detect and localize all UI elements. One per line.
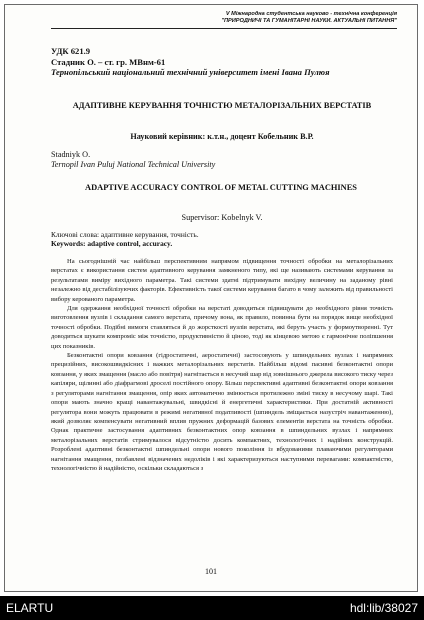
supervisor-ua: Науковий керівник: к.т.н., доцент Кобельник В.Р. <box>130 132 314 141</box>
udk-code: УДК 621.9 <box>51 46 91 56</box>
author-ua: Стадник О. – ст. гр. МВнм-61 <box>51 56 166 67</box>
keywords-ua: Ключові слова: адаптивне керування, точність. <box>51 230 199 239</box>
title-en: ADAPTIVE ACCURACY CONTROL OF METAL CUTTING MACHINES <box>85 183 357 192</box>
author-en: Stadniyk O. <box>51 150 91 159</box>
header-rule <box>51 28 397 29</box>
supervisor-en: Supervisor: Kobelnyk V. <box>181 213 263 222</box>
affiliation-ua: Тернопільський національний технічний університет імені Івана Пулюя <box>51 67 330 77</box>
paragraph: Безконтактні опори ковзання (гідростатичні, аеростатичні) застосовують у шпиндельних вузлах і напрямних прецизійних, високошвидкісних і важких металорізальних верстатів. Найбільш відомі пасивні безконтактні опори ковзання, у яких змащення (масло або повітря) нагнітається в несучий шар від зовнішнього джерела високого тиску через капіляри, щілинні або діафрагмові дроселі постійного опору. Більш перспективні адаптивні безконтактні опори ковзання з регуляторами нагнітання змащення, опір яких автоматично змінюється протилежно зміні тиску в несучому шарі. Такі опори мають значно кращі навантажувальні, швидкісні й енергетичні характеристики. При достатній активності регулятора вони можуть працювати в режимі негативної податливості (шпиндель зміщається назустріч навантаженню), який дозволяє компенсувати негативний вплив пружних деформацій базових елементів верстата на точність обробки. Однак практичне застосування адаптивних безконтактних опор ковзання в шпиндельних вузлах і напрямних металорізальних верстатів стримувалося відсутністю досить компактних, технологічних і надійних конструкцій. Розроблені адаптивні безконтактні шпиндельні опори нового покоління із вбудованими плаваючими регуляторами нагнітання змащення, позбавлені відзначених недоліків і які характеризуються наступними перевагами: компактністю, технологічністю й надійністю, оскільки складаються з <box>51 352 393 472</box>
conference-header-line2: "ПРИРОДНИЧІ ТА ГУМАНІТАРНІ НАУКИ. АКТУАЛЬНІ ПИТАННЯ" <box>221 18 397 24</box>
document-page <box>4 4 418 592</box>
keywords-en: Keywords: adaptive control, accuracy. <box>51 239 173 249</box>
conference-header <box>137 11 397 25</box>
body-text <box>51 257 393 473</box>
paragraph: На сьогоднішній час найбільш перспективним напрямом підвищення точності обробки на металорізальних верстатах є використання систем адаптивного керування замкненого типу, які ще називають системами керування за результатами виміру вихідного параметра. Такі системи здатні підтримувати вихідну величину на заданому рівні незалежно від дестабілізуючих факторів. Ефективність такої системи керування багато в чому залежить від правильності вибору керованого параметра. <box>51 258 393 303</box>
viewer-footer-bar <box>0 596 424 620</box>
page-number: 101 <box>205 567 217 576</box>
handle-id: hdl:lib/38027 <box>349 601 418 615</box>
author-block-en <box>51 150 393 170</box>
repository-name: ELARTU <box>6 601 54 615</box>
author-block-ua <box>51 46 393 78</box>
keywords-block <box>51 230 393 248</box>
conference-header-line1: V Міжнародна студентська науково - технічна конференція <box>225 11 397 17</box>
paragraph: Для одержання необхідної точності обробки на верстаті доводиться підвищувати до необхідного рівня точність виготовлення вузлів і складання самого верстата, причому вона, як правило, повинна бути на порядок вище необхідної точності обробки. Подібні вимоги ставляться й до жорсткості вузлів верстата, які беруть участь у формоутворенні. Тут доводиться шукати компроміс між точністю, продуктивністю й ціною, тоді як кінцевою метою є гармонічне поліпшення цих показників. <box>51 305 393 350</box>
affiliation-en: Ternopil Ivan Puluj National Technical University <box>51 160 216 169</box>
title-ua: АДАПТИВНЕ КЕРУВАННЯ ТОЧНІСТЮ МЕТАЛОРІЗАЛЬНИХ ВЕРСТАТІВ <box>72 101 372 110</box>
